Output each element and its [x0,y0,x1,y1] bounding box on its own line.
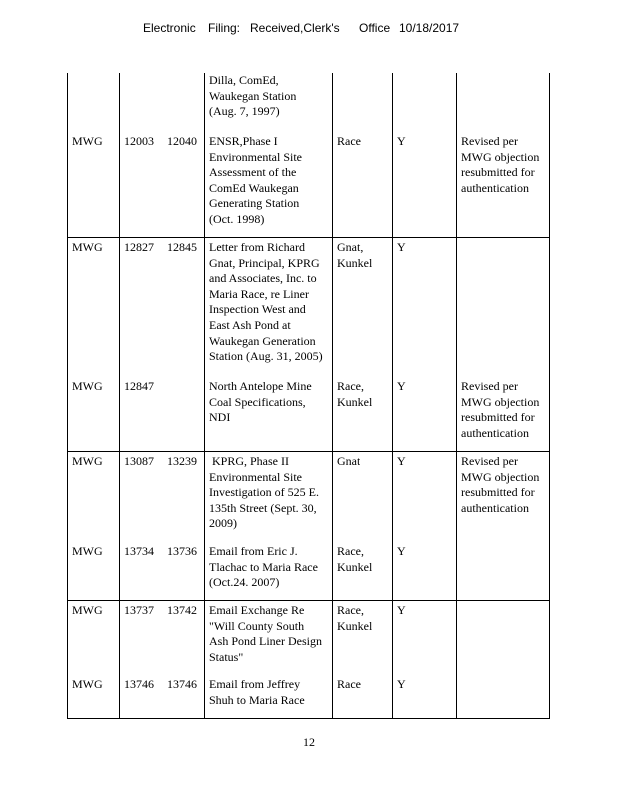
witness-cell: Race [337,677,361,691]
description-cell: KPRG, Phase II Environmental Site Investigation of 525 E. 135th Street (Sept. 30, 2009) [209,454,319,531]
table-border-bottom [67,718,550,719]
witness-cell: Gnat [337,454,361,468]
witness-cell: Race, Kunkel [337,379,373,409]
party-cell: MWG [72,134,103,148]
begin-bates-cell: 13087 [124,454,154,468]
row-separator [67,237,550,238]
end-bates-cell: 13742 [167,603,197,617]
description-cell: ENSR,Phase I Environmental Site Assessment of the ComEd Waukegan Generating Station (Oct. 1998) [209,134,302,226]
party-cell: MWG [72,603,103,617]
description-cell: North Antelope Mine Coal Specifications, NDI [209,379,312,425]
table-divider [119,73,120,719]
table-border-left [67,73,68,719]
table-divider [456,73,457,719]
flag-cell: Y [397,134,406,148]
row-separator [67,451,550,452]
row-separator [67,600,550,601]
table-divider [204,73,205,719]
begin-bates-cell: 13734 [124,544,154,558]
end-bates-cell: 13239 [167,454,197,468]
header-filing: Filing: [208,21,241,35]
begin-bates-cell: 13746 [124,677,154,691]
flag-cell: Y [397,454,406,468]
page-number: 12 [303,735,315,749]
comment-cell: Revised per MWG objection resubmitted for authentication [461,379,540,440]
end-bates-cell: 12845 [167,240,197,254]
comment-cell: Revised per MWG objection resubmitted for authentication [461,134,540,195]
filing-header [0,21,618,37]
header-date: 10/18/2017 [399,21,460,35]
flag-cell: Y [397,603,406,617]
party-cell: MWG [72,677,103,691]
table-divider [332,73,333,719]
begin-bates-cell: 12003 [124,134,154,148]
witness-cell: Race [337,134,361,148]
flag-cell: Y [397,544,406,558]
party-cell: MWG [72,240,103,254]
flag-cell: Y [397,677,406,691]
description-cell: Email from Jeffrey Shuh to Maria Race [209,677,305,707]
begin-bates-cell: 13737 [124,603,154,617]
header-electronic: Electronic [143,21,196,35]
party-cell: MWG [72,379,103,393]
table-border-right [549,73,550,719]
party-cell: MWG [72,454,103,468]
witness-cell: Race, Kunkel [337,544,373,574]
description-cell: Dilla, ComEd, Waukegan Station (Aug. 7, 1997) [209,73,297,119]
header-received: Received,Clerk's [250,21,340,35]
end-bates-cell: 12040 [167,134,197,148]
witness-cell: Gnat, Kunkel [337,240,373,270]
comment-cell: Revised per MWG objection resubmitted for authentication [461,454,540,515]
begin-bates-cell: 12847 [124,379,154,393]
end-bates-cell: 13746 [167,677,197,691]
flag-cell: Y [397,379,406,393]
witness-cell: Race, Kunkel [337,603,373,633]
begin-bates-cell: 12827 [124,240,154,254]
header-office: Office [359,21,391,35]
end-bates-cell: 13736 [167,544,197,558]
flag-cell: Y [397,240,406,254]
description-cell: Email Exchange Re "Will County South Ash Pond Liner Design Status" [209,603,322,664]
table-divider [392,73,393,719]
party-cell: MWG [72,544,103,558]
description-cell: Letter from Richard Gnat, Principal, KPRG and Associates, Inc. to Maria Race, re Liner Inspection West and East Ash Pond at Waukegan Generation Station (Aug. 31, 2005) [209,240,323,364]
description-cell: Email from Eric J. Tlachac to Maria Race (Oct.24. 2007) [209,544,318,590]
